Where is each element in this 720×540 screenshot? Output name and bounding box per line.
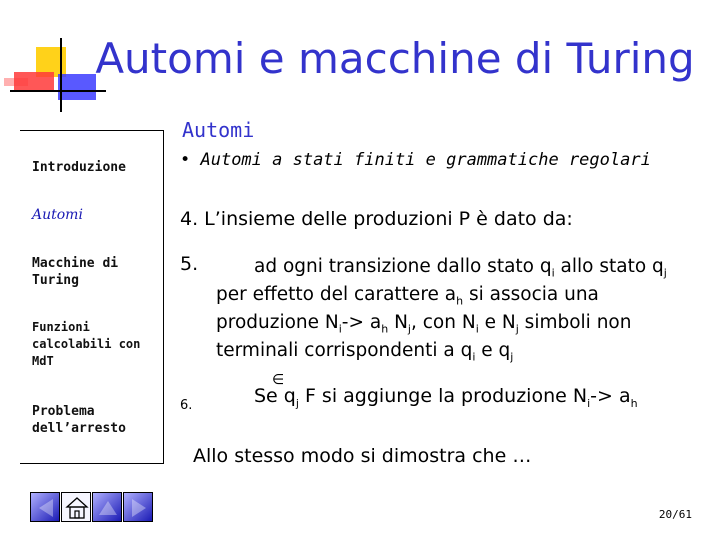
nav-item-problema[interactable]: Problema dell’arresto bbox=[32, 404, 126, 436]
up-button[interactable] bbox=[92, 492, 122, 522]
logo bbox=[0, 0, 110, 115]
bullet-item: • Automi a stati finiti e grammatiche regolari bbox=[180, 150, 651, 170]
item6-c: -> a bbox=[590, 385, 631, 407]
section-title: Automi bbox=[182, 118, 255, 142]
logo-red-block bbox=[14, 72, 54, 90]
logo-vertical-line bbox=[60, 38, 62, 112]
item5-g: , con N bbox=[410, 312, 476, 333]
sub: i bbox=[551, 266, 555, 280]
logo-horizontal-line bbox=[10, 90, 106, 92]
item5-c: per effetto del carattere a bbox=[216, 284, 457, 305]
nav-item-macchine[interactable]: Macchine di Turing bbox=[32, 256, 119, 288]
item6-b: F si aggiunge la produzione N bbox=[298, 385, 588, 407]
sub: j bbox=[510, 350, 514, 364]
navigation-buttons bbox=[30, 492, 152, 524]
item6-a: Se q bbox=[254, 385, 296, 407]
item5-f: N bbox=[388, 312, 408, 333]
item-4: 4. L’insieme delle produzioni P è dato da: bbox=[180, 208, 573, 230]
next-button[interactable] bbox=[123, 492, 153, 522]
item-5-text bbox=[216, 253, 686, 365]
item5-a: ad ogni transizione dallo stato q bbox=[254, 256, 552, 277]
sidebar-nav bbox=[20, 130, 164, 464]
sub: i bbox=[587, 396, 591, 410]
sub: i bbox=[475, 322, 479, 336]
previous-icon bbox=[31, 493, 61, 523]
sub: h bbox=[630, 396, 638, 410]
bullet-text: Automi a stati finiti e grammatiche regolari bbox=[200, 150, 651, 170]
item-5-num: 5. bbox=[180, 253, 199, 275]
item5-h: e N bbox=[478, 312, 516, 333]
up-icon bbox=[93, 493, 123, 523]
item5-i: simboli non terminali corrispondenti a q bbox=[216, 312, 632, 361]
sub: h bbox=[456, 294, 464, 308]
sub: i bbox=[472, 350, 476, 364]
item-6-text bbox=[254, 385, 638, 410]
closing-text: Allo stesso modo si dimostra che … bbox=[193, 445, 532, 467]
element-of-symbol: ∈ bbox=[272, 372, 285, 388]
item5-e: -> a bbox=[341, 312, 382, 333]
sub: h bbox=[381, 322, 389, 336]
logo-blue-block bbox=[58, 74, 96, 100]
sub: j bbox=[663, 266, 667, 280]
sub: j bbox=[515, 322, 519, 336]
next-icon bbox=[124, 493, 154, 523]
home-button[interactable] bbox=[61, 492, 91, 522]
item5-j: e q bbox=[475, 340, 511, 361]
nav-item-automi[interactable]: Automi bbox=[32, 207, 83, 223]
item-6-number: 6. bbox=[180, 398, 193, 413]
nav-item-funzioni[interactable]: Funzioni calcolabili con MdT bbox=[32, 320, 141, 368]
home-icon bbox=[62, 493, 92, 523]
page-number: 20/61 bbox=[658, 508, 692, 521]
nav-item-introduzione[interactable]: Introduzione bbox=[32, 160, 126, 175]
sub: j bbox=[407, 322, 411, 336]
slide-title: Automi e macchine di Turing bbox=[95, 34, 695, 83]
item5-b: allo stato q bbox=[554, 256, 664, 277]
sub: i bbox=[338, 322, 342, 336]
sub: j bbox=[295, 396, 299, 410]
previous-button[interactable] bbox=[30, 492, 60, 522]
item5-d: si associa una produzione N bbox=[216, 284, 599, 333]
